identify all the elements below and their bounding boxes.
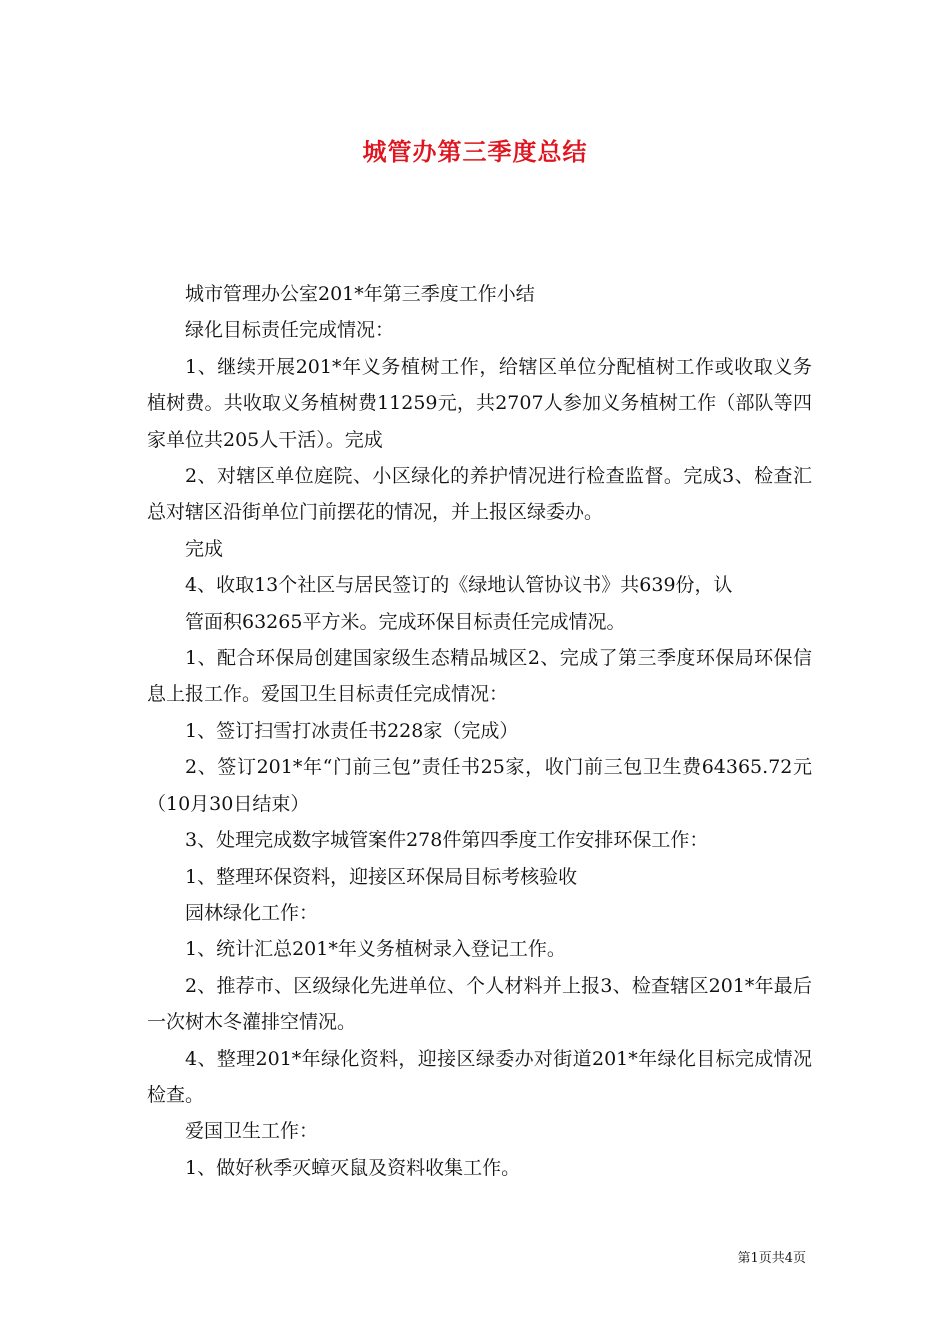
paragraph: 1、整理环保资料，迎接区环保局目标考核验收: [185, 865, 578, 888]
paragraph: 1、签订扫雪打冰责任书228家（完成）: [185, 719, 519, 742]
paragraph: 1、做好秋季灭蟑灭鼠及资料收集工作。: [185, 1156, 521, 1179]
document-body: [147, 276, 812, 1186]
paragraph: 4、收取13个社区与居民签订的《绿地认管协议书》共639份，认: [185, 574, 733, 597]
paragraph: 绿化目标责任完成情况：: [185, 319, 395, 342]
paragraph: 4、整理201*年绿化资料，迎接区绿委办对街道201*年绿化目标完成情况检查。: [147, 1047, 812, 1106]
paragraph: 管面积63265平方米。完成环保目标责任完成情况。: [185, 610, 626, 633]
paragraph: 2、签订201*年“门前三包”责任书25家，收门前三包卫生费64365.72元（10月30日结束）: [147, 756, 812, 815]
paragraph: 爱国卫生工作：: [185, 1120, 319, 1143]
paragraph: 城市管理办公室201*年第三季度工作小结: [185, 283, 535, 305]
paragraph: 2、对辖区单位庭院、小区绿化的养护情况进行检查监督。完成3、检查汇总对辖区沿街单位门前摆花的情况，并上报区绿委办。: [147, 465, 812, 524]
paragraph: 3、处理完成数字城管案件278件第四季度工作安排环保工作：: [185, 829, 709, 852]
paragraph: 2、推荐市、区级绿化先进单位、个人材料并上报3、检查辖区201*年最后一次树木冬灌排空情况。: [147, 974, 812, 1034]
paragraph: 完成: [185, 537, 224, 560]
paragraph: 园林绿化工作：: [185, 901, 319, 924]
page-number: 第1页共4页: [737, 1251, 806, 1266]
paragraph: 1、配合环保局创建国家级生态精品城区2、完成了第三季度环保局环保信息上报工作。爱国卫生目标责任完成情况：: [147, 647, 812, 706]
document-title: 城管办第三季度总结: [362, 137, 588, 166]
paragraph: 1、统计汇总201*年义务植树录入登记工作。: [185, 938, 566, 961]
paragraph: 1、继续开展201*年义务植树工作，给辖区单位分配植树工作或收取义务植树费。共收取义务植树费11259元，共2707人参加义务植树工作（部队等四家单位共205人干活）。完成: [147, 355, 812, 451]
